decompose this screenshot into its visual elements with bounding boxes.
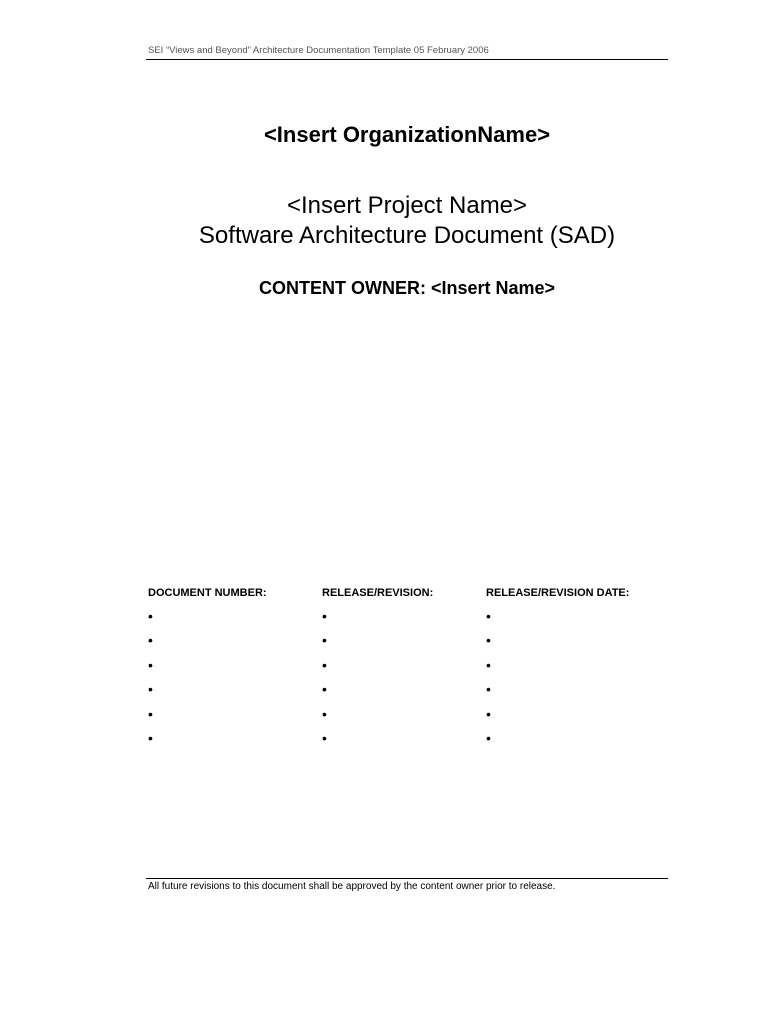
- release-revision-column: [322, 586, 433, 754]
- list-item: •: [486, 632, 491, 649]
- project-name: <Insert Project Name>: [286, 192, 528, 219]
- list-item: •: [148, 705, 153, 722]
- list-item: •: [148, 632, 153, 649]
- list-item: •: [322, 608, 327, 624]
- list-item: •: [486, 705, 491, 722]
- list-item: •: [148, 681, 153, 698]
- column-header-document-number: DOCUMENT NUMBER:: [148, 587, 267, 599]
- list-item: •: [322, 681, 327, 698]
- content-owner: CONTENT OWNER: <Insert Name>: [258, 278, 556, 298]
- list-item: •: [148, 608, 153, 624]
- column-header-release-revision: RELEASE/REVISION:: [322, 587, 434, 599]
- document-title: Software Architecture Document (SAD): [198, 222, 616, 249]
- list-item: •: [322, 705, 327, 722]
- document-number-column: [148, 586, 267, 754]
- list-item: •: [486, 608, 491, 624]
- release-revision-date-list: [486, 608, 629, 754]
- footer-divider: [146, 878, 668, 879]
- list-item: •: [322, 729, 327, 746]
- release-revision-date-column: [486, 586, 629, 754]
- list-item: •: [486, 681, 491, 698]
- organization-name: <Insert OrganizationName>: [263, 122, 551, 147]
- column-header-release-revision-date: RELEASE/REVISION DATE:: [486, 587, 630, 599]
- footer-note: All future revisions to this document shall be approved by the content owner prior to release.: [148, 881, 556, 892]
- document-number-list: [148, 608, 267, 754]
- header-divider: [146, 59, 668, 60]
- page-header: SEI “Views and Beyond” Architecture Documentation Template 05 February 2006: [148, 45, 489, 56]
- list-item: •: [486, 729, 491, 746]
- release-revision-list: [322, 608, 433, 754]
- list-item: •: [148, 729, 153, 746]
- list-item: •: [322, 632, 327, 649]
- list-item: •: [148, 656, 153, 673]
- list-item: •: [322, 656, 327, 673]
- list-item: •: [486, 656, 491, 673]
